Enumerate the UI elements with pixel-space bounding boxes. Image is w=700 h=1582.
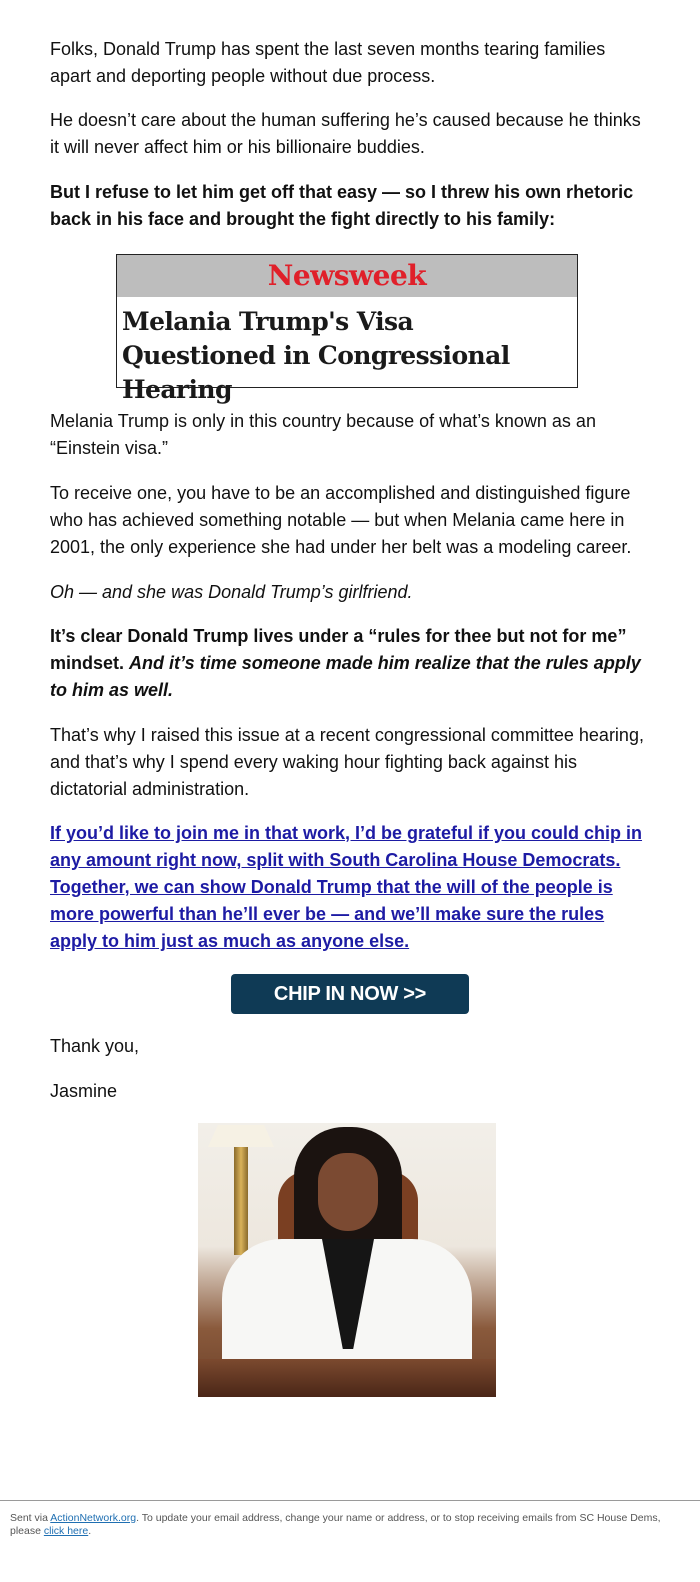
paragraph-intro: Folks, Donald Trump has spent the last seven months tearing families apart and deporting people without due process. [50,39,606,86]
footer-middle: . To update your email address, change your name or address, or to stop receiving emails from SC House Dems, please [10,1512,661,1537]
paragraph-visa-requirements: To receive one, you have to be an accomplished and distinguished figure who has achieved something notable — but when Melania came here in 2001, the only experience she had under her belt was a modeling career. [50,483,632,557]
closing-thanks: Thank you, [50,1036,140,1056]
sender-portrait-photo [198,1123,496,1397]
footer-prefix: Sent via [10,1512,51,1524]
portrait-face [318,1153,378,1231]
paragraph-congressional-hearing: That’s why I raised this issue at a recent congressional committee hearing, and that’s why I spend every waking hour fighting back against his dictatorial administration. [50,725,644,799]
paragraph-donate-link [50,820,650,955]
footer-suffix: . [88,1525,92,1537]
action-network-link[interactable]: ActionNetwork.org [50,1512,137,1524]
email-footer [0,1500,700,1538]
chip-in-now-button[interactable]: CHIP IN NOW >> [231,974,469,1014]
newsweek-logo: Newsweek [117,255,577,297]
wooden-desk [198,1359,496,1397]
newsweek-headline-image[interactable] [116,254,578,404]
rules-bold-text: It’s clear Donald Trump lives under a “rules for thee but not for me” mindset. [50,626,627,673]
paragraph-refuse-bold: But I refuse to let him get off that easy — so I threw his own rhetoric back in his face and brought the fight directly to his family: [50,182,634,229]
lamp-shade [208,1125,274,1147]
newsweek-headline: Melania Trump's Visa Questioned in Congressional Hearing [122,307,510,404]
cta-container [50,974,650,1014]
paragraph-girlfriend-italic: Oh — and she was Donald Trump’s girlfriend. [50,582,413,602]
paragraph-human-suffering: He doesn’t care about the human suffering he’s caused because he thinks it will never affect him or his billionaire buddies. [50,110,641,157]
unsubscribe-click-here-link[interactable]: click here [43,1525,89,1537]
paragraph-rules-for-thee [50,623,650,704]
donate-text-link[interactable]: If you’d like to join me in that work, I’d be grateful if you could chip in any amount right now, split with South Carolina House Democrats. Together, we can show Donald Trump that the will of the people is more powerful than he’ll ever be — and we’ll make sure the rules apply to him just as much as anyone else. [50,823,643,951]
paragraph-einstein-visa: Melania Trump is only in this country because of what’s known as an “Einstein visa.” [50,411,596,458]
signature-name: Jasmine [50,1081,118,1101]
email-body [50,36,650,1397]
lamp-base [234,1147,248,1255]
rules-bold-italic-text: And it’s time someone made him realize that the rules apply to him as well. [50,653,641,700]
